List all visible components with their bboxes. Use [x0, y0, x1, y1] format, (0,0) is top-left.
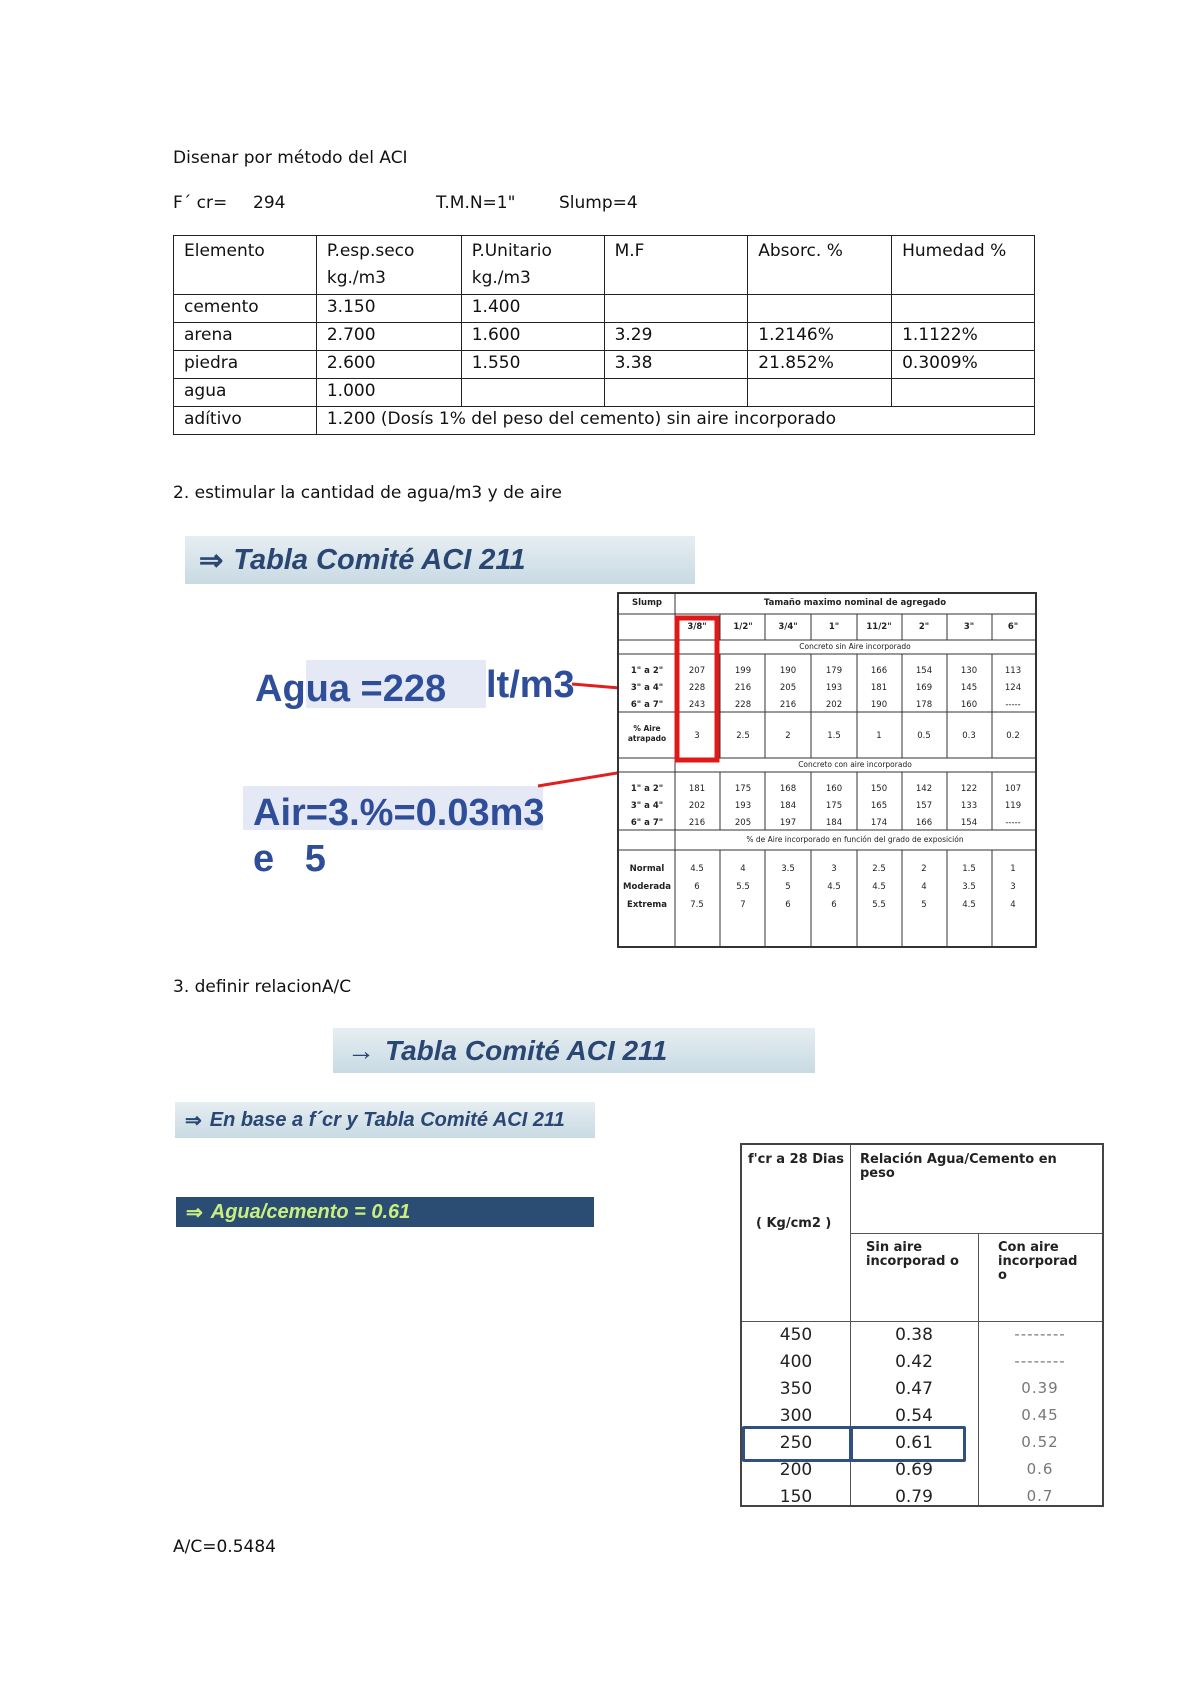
table-cell: 3.150 [316, 295, 461, 323]
water-value: 124 [1004, 683, 1022, 693]
fcr-value: 450 [779, 1325, 813, 1345]
air-value: 1.5 [827, 731, 841, 741]
slump-value: Slump=4 [559, 193, 638, 213]
size-label: 3/4" [778, 622, 798, 632]
size-label: 11/2" [866, 622, 892, 632]
ratio-header: Relación Agua/Cemento en peso [860, 1152, 1057, 1181]
table-cell: 3.38 [604, 351, 748, 379]
water-value: 216 [688, 818, 706, 828]
exposure-label: Moderada [623, 882, 671, 892]
water-value: 178 [915, 700, 933, 710]
water-value: 133 [960, 801, 978, 811]
ac-ratio-table [740, 1143, 1104, 1507]
water-value: 165 [870, 801, 888, 811]
col-header: M.F [604, 236, 748, 295]
water-value: ----- [1005, 700, 1021, 710]
water-value: 197 [779, 818, 797, 828]
table-cell: 1.2146% [748, 323, 892, 351]
table-cell: adítivo [174, 407, 317, 435]
section-label: Concreto sin Aire incorporado [799, 642, 911, 651]
water-value: 181 [688, 784, 706, 794]
water-value: 205 [779, 683, 797, 693]
water-value: 119 [1004, 801, 1022, 811]
no-air-header: Sin aire incorporad o [866, 1240, 959, 1269]
arrow-right-icon: ⇒ [185, 1109, 202, 1132]
section-label: % de Aire incorporado en función del grado de exposición [746, 835, 964, 844]
water-value: 202 [688, 801, 706, 811]
exposure-value: 3.5 [781, 864, 795, 874]
water-value: 166 [915, 818, 933, 828]
divider [978, 1233, 979, 1505]
ratio-value: -------- [1014, 1352, 1066, 1370]
ratio-value: 0.45 [1021, 1406, 1059, 1424]
exposure-value: 5 [921, 900, 927, 910]
col-header: Humedad % [892, 236, 1035, 295]
ac-result: A/C=0.5484 [173, 1537, 276, 1557]
water-value: 113 [1004, 666, 1022, 676]
exposure-value: 6 [785, 900, 791, 910]
slump-label: 6" a 7" [630, 818, 664, 828]
selected-cell-highlight[interactable] [850, 1426, 966, 1462]
air-value: 0.3 [962, 731, 976, 741]
exposure-value: 3.5 [962, 882, 976, 892]
exposure-value: 4 [1010, 900, 1016, 910]
water-value: 184 [779, 801, 797, 811]
exposure-value: 1 [1010, 864, 1016, 874]
fcr-banner [175, 1102, 595, 1138]
table-cell: 2.600 [316, 351, 461, 379]
slump-table [617, 592, 1037, 948]
exposure-value: 4 [740, 864, 746, 874]
arrow-right-icon: → [347, 1034, 375, 1066]
exposure-value: 7 [740, 900, 746, 910]
page-heading: Disenar por método del ACI [173, 148, 408, 168]
table-cell: 1.000 [316, 379, 461, 407]
table-cell: agua [174, 379, 317, 407]
size-label: 1" [828, 622, 840, 632]
exposure-value: 5.5 [872, 900, 886, 910]
water-value: 166 [870, 666, 888, 676]
air-trapped-label: % Aire atrapado [627, 724, 667, 743]
exposure-label: Normal [629, 864, 665, 874]
air-value: 2.5 [736, 731, 750, 741]
slump-label: 6" a 7" [630, 700, 664, 710]
water-value: 243 [688, 700, 706, 710]
tmn-value: T.M.N=1" [436, 193, 516, 213]
section-label: Concreto con aire incorporado [798, 760, 912, 769]
ratio-value: 0.54 [895, 1406, 933, 1426]
slump-label: 3" a 4" [630, 801, 664, 811]
water-value: 160 [825, 784, 843, 794]
banner-label: Tabla Comité ACI 211 [385, 1034, 668, 1066]
water-value: 193 [734, 801, 752, 811]
table-cell: cemento [174, 295, 317, 323]
exposure-value: 7.5 [690, 900, 704, 910]
size-label: 2" [918, 622, 930, 632]
exposure-value: 4.5 [690, 864, 704, 874]
selected-row-highlight[interactable] [742, 1426, 852, 1462]
table-cell: 2.700 [316, 323, 461, 351]
banner-label: En base a f´cr y Tabla Comité ACI 211 [209, 1108, 565, 1131]
fcr-label: F´ cr= [173, 193, 228, 213]
water-value: 199 [734, 666, 752, 676]
water-value: 216 [734, 683, 752, 693]
table-cell: 21.852% [748, 351, 892, 379]
exposure-value: 4 [921, 882, 927, 892]
fcr-value: 200 [779, 1460, 813, 1480]
size-header: Tamaño maximo nominal de agregado [763, 598, 947, 608]
water-value: 154 [960, 818, 978, 828]
col-header: P.esp.seco kg./m3 [316, 236, 461, 295]
exposure-value: 2.5 [872, 864, 886, 874]
water-value: 193 [825, 683, 843, 693]
table-cell: 0.3009% [892, 351, 1035, 379]
arrow-right-icon: ⇒ [186, 1201, 203, 1224]
water-annotation: Agua =228 [255, 668, 447, 710]
size-label: 3" [963, 622, 975, 632]
water-value: 181 [870, 683, 888, 693]
fcr-unit-header: ( Kg/cm2 ) [756, 1216, 832, 1231]
exposure-value: 3 [831, 864, 837, 874]
table-cell: 1.200 (Dosís 1% del peso del cemento) sin aire incorporado [316, 407, 1034, 435]
exposure-value: 4.5 [872, 882, 886, 892]
exposure-label: Extrema [627, 900, 667, 910]
ratio-value: 0.7 [1026, 1487, 1054, 1505]
exposure-value: 4.5 [827, 882, 841, 892]
air-value: 0.2 [1006, 731, 1020, 741]
slump-header: Slump [631, 598, 663, 608]
water-value: 228 [688, 683, 706, 693]
table-cell: 1.1122% [892, 323, 1035, 351]
col-header: P.Unitario kg./m3 [461, 236, 604, 295]
table-cell: 3.29 [604, 323, 748, 351]
arrow-right-icon: ⇒ [199, 544, 224, 577]
fcr-value: 350 [779, 1379, 813, 1399]
exposure-value: 5.5 [736, 882, 750, 892]
step-3-heading: 3. definir relacionA/C [173, 977, 352, 997]
fcr-value: 294 [253, 193, 286, 213]
exposure-value: 6 [694, 882, 700, 892]
slump-label: 1" a 2" [630, 666, 664, 676]
water-value: 228 [734, 700, 752, 710]
exposure-value: 1.5 [962, 864, 976, 874]
water-value: 169 [915, 683, 933, 693]
size-label: 6" [1007, 622, 1019, 632]
banner-label: Tabla Comité ACI 211 [233, 543, 526, 576]
fcr-value: 150 [779, 1487, 813, 1507]
col-header: Absorc. % [748, 236, 892, 295]
air-annotation-line2: e 5 [253, 838, 326, 880]
exposure-value: 4.5 [962, 900, 976, 910]
banner-label: Agua/cemento = 0.61 [210, 1200, 411, 1223]
exposure-value: 2 [921, 864, 927, 874]
ratio-value: 0.79 [895, 1487, 933, 1507]
aci-banner [333, 1028, 815, 1073]
water-value: 150 [870, 784, 888, 794]
water-value: 145 [960, 683, 978, 693]
size-label: 1/2" [733, 622, 753, 632]
ratio-value: 0.38 [895, 1325, 933, 1345]
ratio-value: 0.52 [1021, 1433, 1059, 1451]
table-cell: arena [174, 323, 317, 351]
size-label: 3/8" [687, 622, 707, 632]
water-value: 175 [734, 784, 752, 794]
ratio-value: -------- [1014, 1325, 1066, 1343]
col-header: Elemento [174, 236, 317, 295]
with-air-header: Con aire incorporad o [998, 1240, 1078, 1283]
slump-label: 3" a 4" [630, 683, 664, 693]
water-value: 130 [960, 666, 978, 676]
water-unit: lt/m3 [486, 664, 575, 706]
water-value: 160 [960, 700, 978, 710]
water-value: 107 [1004, 784, 1022, 794]
exposure-value: 3 [1010, 882, 1016, 892]
air-value: 0.5 [917, 731, 931, 741]
divider [742, 1321, 1102, 1322]
result-banner [176, 1197, 594, 1227]
water-value: 168 [779, 784, 797, 794]
water-value: 122 [960, 784, 978, 794]
fcr-value: 250 [779, 1433, 813, 1453]
exposure-value: 6 [831, 900, 837, 910]
water-value: 175 [825, 801, 843, 811]
water-value: 190 [779, 666, 797, 676]
water-value: 179 [825, 666, 843, 676]
water-value: 154 [915, 666, 933, 676]
water-value: 216 [779, 700, 797, 710]
table-cell: 1.550 [461, 351, 604, 379]
water-value: 174 [870, 818, 888, 828]
ratio-value: 0.61 [895, 1433, 933, 1453]
fcr-value: 300 [779, 1406, 813, 1426]
air-annotation: Air=3.%=0.03m3 [253, 792, 545, 834]
water-value: 202 [825, 700, 843, 710]
table-cell: piedra [174, 351, 317, 379]
ratio-value: 0.47 [895, 1379, 933, 1399]
step-2-heading: 2. estimular la cantidad de agua/m3 y de aire [173, 483, 562, 503]
ratio-value: 0.69 [895, 1460, 933, 1480]
water-value: ----- [1005, 818, 1021, 828]
fcr-header: f'cr a 28 Dias [748, 1152, 844, 1167]
ratio-value: 0.6 [1026, 1460, 1054, 1478]
ratio-value: 0.39 [1021, 1379, 1059, 1397]
table-cell: 1.400 [461, 295, 604, 323]
water-value: 205 [734, 818, 752, 828]
water-value: 207 [688, 666, 706, 676]
air-value: 1 [876, 731, 882, 741]
water-value: 184 [825, 818, 843, 828]
exposure-value: 5 [785, 882, 791, 892]
slump-label: 1" a 2" [630, 784, 664, 794]
fcr-value: 400 [779, 1352, 813, 1372]
divider [850, 1233, 1102, 1234]
air-value: 3 [694, 731, 700, 741]
water-value: 157 [915, 801, 933, 811]
ratio-value: 0.42 [895, 1352, 933, 1372]
table-cell: 1.600 [461, 323, 604, 351]
water-value: 142 [915, 784, 933, 794]
water-value: 190 [870, 700, 888, 710]
air-value: 2 [785, 731, 791, 741]
